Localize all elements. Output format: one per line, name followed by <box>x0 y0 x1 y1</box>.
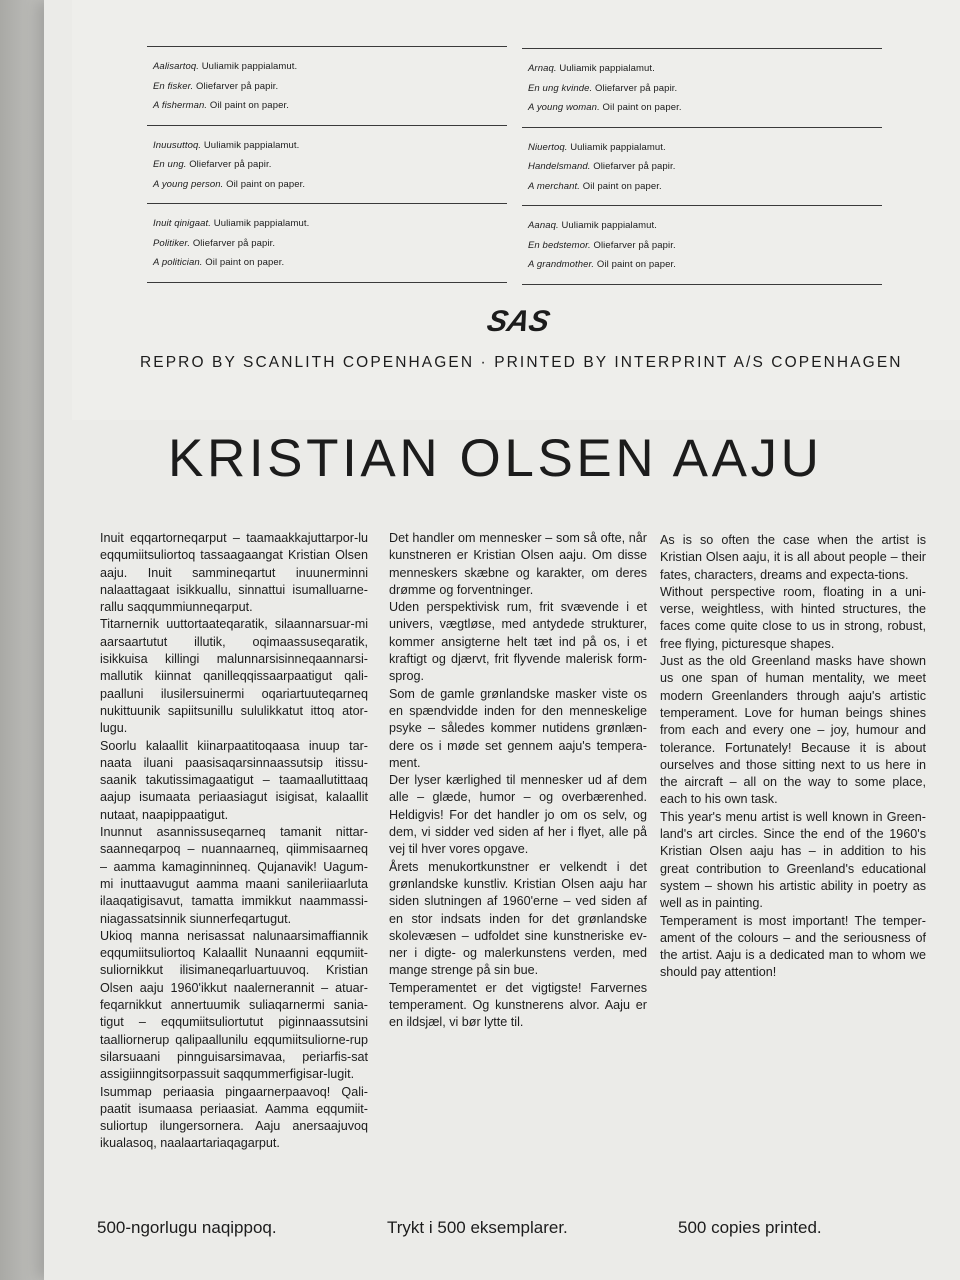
caption-italic: En ung. <box>153 159 187 170</box>
paragraph: Temperament is most important! The temper-ament of the colours – and the seriousness of the artist. Aaju is a dedicated man to whom we should pay attention! <box>660 913 926 980</box>
caption-text: Uuliamik pappialamut. <box>567 141 666 153</box>
caption-italic: Aanaq. <box>528 220 559 231</box>
footer-greenlandic: 500-ngorlugu naqippoq. <box>97 1218 277 1237</box>
caption-line <box>153 214 507 234</box>
paragraph: Soorlu kalaallit kiinarpaatitoqaasa inuup tar-naata iluani paasisaqarsinnaassutsip itissu-saanik takutissimagaatigut – taamaallutittaaq aajup isumaata periaasiagut isigisat, kalaallit nutaat, naapippaatigut. <box>100 738 368 822</box>
caption-italic: A young woman. <box>528 102 600 113</box>
caption-text: Oil paint on paper. <box>579 180 662 192</box>
caption-line <box>153 175 507 195</box>
print-credits: REPRO BY SCANLITH COPENHAGEN · PRINTED BY INTERPRINT A/S COPENHAGEN <box>140 354 903 371</box>
paragraph: Ukioq manna nerisassat nalunaarsimaffiannik eqqumiitsuliortoq Kalaallit Nunaanni eqqumiit-suliornikkut ilisimaneqarluartuuvoq. Kristian Olsen aaju 1960'ikkut naalernerannit – atuar-feqarnikkut annertuumik suliaqarnermi sania-tigut – eqqumiitsuliortutut piginnaassutsini taalliornerup qalipaallunilu eqqumiitsuliorne-rup silarsuaani pinnguisarsimavaa, periarfis-sat assigiinngitsorpassuit saqqummerfigisar-lugit. <box>100 928 368 1082</box>
caption-italic: En ung kvinde. <box>528 82 593 94</box>
caption-italic: Aalisartoq. <box>153 61 199 72</box>
caption-rule <box>147 282 507 283</box>
caption-rule <box>522 284 882 285</box>
caption-text: Oil paint on paper. <box>202 257 285 268</box>
paragraph: Det handler om mennesker – som så ofte, når kunstneren er Kristian Olsen aaju. Om disse menneskers skæbne og karakter, om deres drømme og forventninger. <box>389 531 647 597</box>
text-column-danish <box>389 530 647 1032</box>
caption-italic: A merchant. <box>528 180 580 192</box>
caption-line <box>528 177 882 197</box>
caption-italic: Arnaq. <box>528 63 557 74</box>
caption-italic: A grandmother. <box>528 259 595 270</box>
caption-line <box>528 138 882 158</box>
caption-group <box>147 126 507 204</box>
caption-group <box>522 128 882 206</box>
caption-line <box>153 57 507 77</box>
caption-text: Uuliamik pappialamut. <box>201 139 300 151</box>
caption-text: Oliefarver på papir. <box>592 82 678 94</box>
paragraph: Temperamentet er det vigtigste! Farvernes temperament. Og kunstnerens alvor. Aaju er en ildsjæl, vi bør lytte til. <box>389 980 647 1030</box>
caption-text: Uuliamik pappialamut. <box>198 61 298 72</box>
paragraph: Isummap periaasia pingaarnerpaavoq! Qali-paatit isumaasa periaasiat. Aamma eqqumiit-suliortup ilungersornera. Aaju anersaajuvoq ikualasoq, naalaartariaqagarput. <box>100 1084 368 1151</box>
caption-text: Uuliamik pappialamut. <box>556 63 655 74</box>
footer-danish: Trykt i 500 eksemplarer. <box>387 1218 568 1237</box>
caption-italic: En bedstemor. <box>528 239 591 251</box>
caption-text: Oil paint on paper. <box>599 102 682 113</box>
caption-line <box>153 234 507 254</box>
caption-line <box>528 236 882 256</box>
caption-line <box>528 59 882 79</box>
caption-group <box>147 204 507 282</box>
caption-text: Oliefarver på papir. <box>193 80 279 92</box>
caption-line <box>153 77 507 97</box>
caption-italic: A young person. <box>153 178 224 190</box>
caption-line <box>528 79 882 99</box>
caption-text: Uuliamik pappialamut. <box>558 220 658 231</box>
caption-group <box>522 49 882 127</box>
caption-text: Oil paint on paper. <box>594 259 676 270</box>
paragraph: Der lyser kærlighed til mennesker ud af dem alle – glæde, humor – og overbærenhed. Heldigvis! For det handler jo om os selv, og dem, vi sidder ved siden af her i flyet, alle på vej til hver vores opgave. <box>389 773 647 857</box>
sas-logo <box>472 300 562 340</box>
text-column-greenlandic <box>100 530 368 1153</box>
paragraph: Inunnut asannissuseqarneq tamanit nittar-saanneqarpoq – nuannaarneq, qiimmisaarneq – aamma kamaginninneq. Qujanavik! Uagum-mi inuttaavugut aamma maani sanileriiaarluta ilaaqatigisavut, tamatta immikkut naammassi-niagassatsinnik siunnerfeqartugut. <box>100 825 368 926</box>
caption-italic: Handelsmand. <box>528 161 591 172</box>
paragraph: Inuit eqqartorneqarput – taamaakkajuttarpor-lu eqqumiitsuliortoq tassaagaangat Kristian Olsen aaju. Inuit sammineqartut inuunerminni nalaattagaat isikkuallu, sinnattui isumalluarne-rallu saqqummiunneqarput. <box>100 531 368 615</box>
caption-text: Oil paint on paper. <box>223 178 306 190</box>
caption-text: Oil paint on paper. <box>207 100 289 111</box>
caption-text: Oliefarver på papir. <box>186 159 272 170</box>
text-column-english <box>660 532 926 982</box>
caption-group <box>147 47 507 125</box>
caption-line <box>528 216 882 236</box>
caption-italic: Inuusuttoq. <box>153 139 202 151</box>
paragraph: Som de gamle grønlandske masker viste os en spændvidde inden for den menneskelige psyke – således kommer nutidens grønlæn-dere os i møde set gennem aaju's tempera-ment. <box>389 686 647 770</box>
caption-italic: En fisker. <box>153 80 194 92</box>
caption-group <box>522 206 882 284</box>
caption-italic: A fisherman. <box>153 100 208 111</box>
caption-line <box>528 98 882 118</box>
footer-english: 500 copies printed. <box>678 1218 822 1237</box>
logo-text: SAS <box>484 305 553 338</box>
caption-italic: Niuertoq. <box>528 141 568 153</box>
caption-line <box>153 155 507 175</box>
caption-text: Oliefarver på papir. <box>190 237 276 249</box>
caption-italic: A politician. <box>153 257 203 268</box>
paragraph: Årets menukortkunstner er velkendt i det grønlandske kunstliv. Kristian Olsen aaju har siden slutningen af 1960'erne – ved siden af en stor indsats inden for det grønlandske skolevæsen – udfoldet sine kunstneriske ev-ner i digte- og malerkunstens verden, med mange strenge på sin bue. <box>389 859 647 978</box>
caption-line <box>153 96 507 116</box>
caption-text: Oliefarver på papir. <box>590 239 676 251</box>
caption-line <box>153 253 507 273</box>
paragraph: Just as the old Greenland masks have shown us one span of human mentality, we meet modern Greenlanders through aaju's artistic temperament. Love for human beings shines from each and every one – joy, humour and tolerance. Fortunately! Because it is about ourselves and those sitting next to us here in the aircraft – all on the way to some place, each to his own task. <box>660 654 926 807</box>
caption-italic: Politiker. <box>153 237 191 249</box>
paragraph: As is so often the case when the artist is Kristian Olsen aaju, it is all about people – their fates, characters, dreams and expecta-tions. <box>660 533 926 582</box>
caption-text: Oliefarver på papir. <box>590 161 676 172</box>
caption-column-right <box>522 48 882 285</box>
paragraph: This year's menu artist is well known in Green-land's art circles. Since the end of the 1960's Kristian Olsen aaju has – in addition to his great contribution to Greenland's educational system – shown his artistic ability in poetry as well as in painting. <box>660 809 926 911</box>
caption-column-left <box>147 46 507 283</box>
caption-line <box>528 255 882 275</box>
paragraph: Titarnernik uuttortaateqaratik, silaannarsuar-mi aarsaartutut illutik, oqimaassuseqaratik, isikkuisa killingi malunnarsisinneqaannarsi-mallutik kiinnat qanilleqqissaarpaatigut qali-paalluni ilusilersuinermi oqariartuuteqarneq nukittuunik sapiitsunillu sululikkatut ittoq ator-lugu. <box>100 617 368 736</box>
page-title: KRISTIAN OLSEN AAJU <box>168 429 823 488</box>
caption-italic: Inuit qinigaat. <box>153 218 212 229</box>
caption-text: Uuliamik pappialamut. <box>211 218 310 229</box>
caption-line <box>153 136 507 156</box>
caption-line <box>528 157 882 177</box>
paragraph: Without perspective room, floating in a uni-verse, weightless, with hinted structures, the faces come quite close to us in strong, robust, free flying, picturesque shapes. <box>660 584 926 651</box>
paragraph: Uden perspektivisk rum, frit svævende i et univers, vægtløse, med antydede strukturer, kommer ansigterne helt tæt ind på os, i et kraftigt og djærvt, frit flyvende malerisk form-sprog. <box>389 600 647 684</box>
